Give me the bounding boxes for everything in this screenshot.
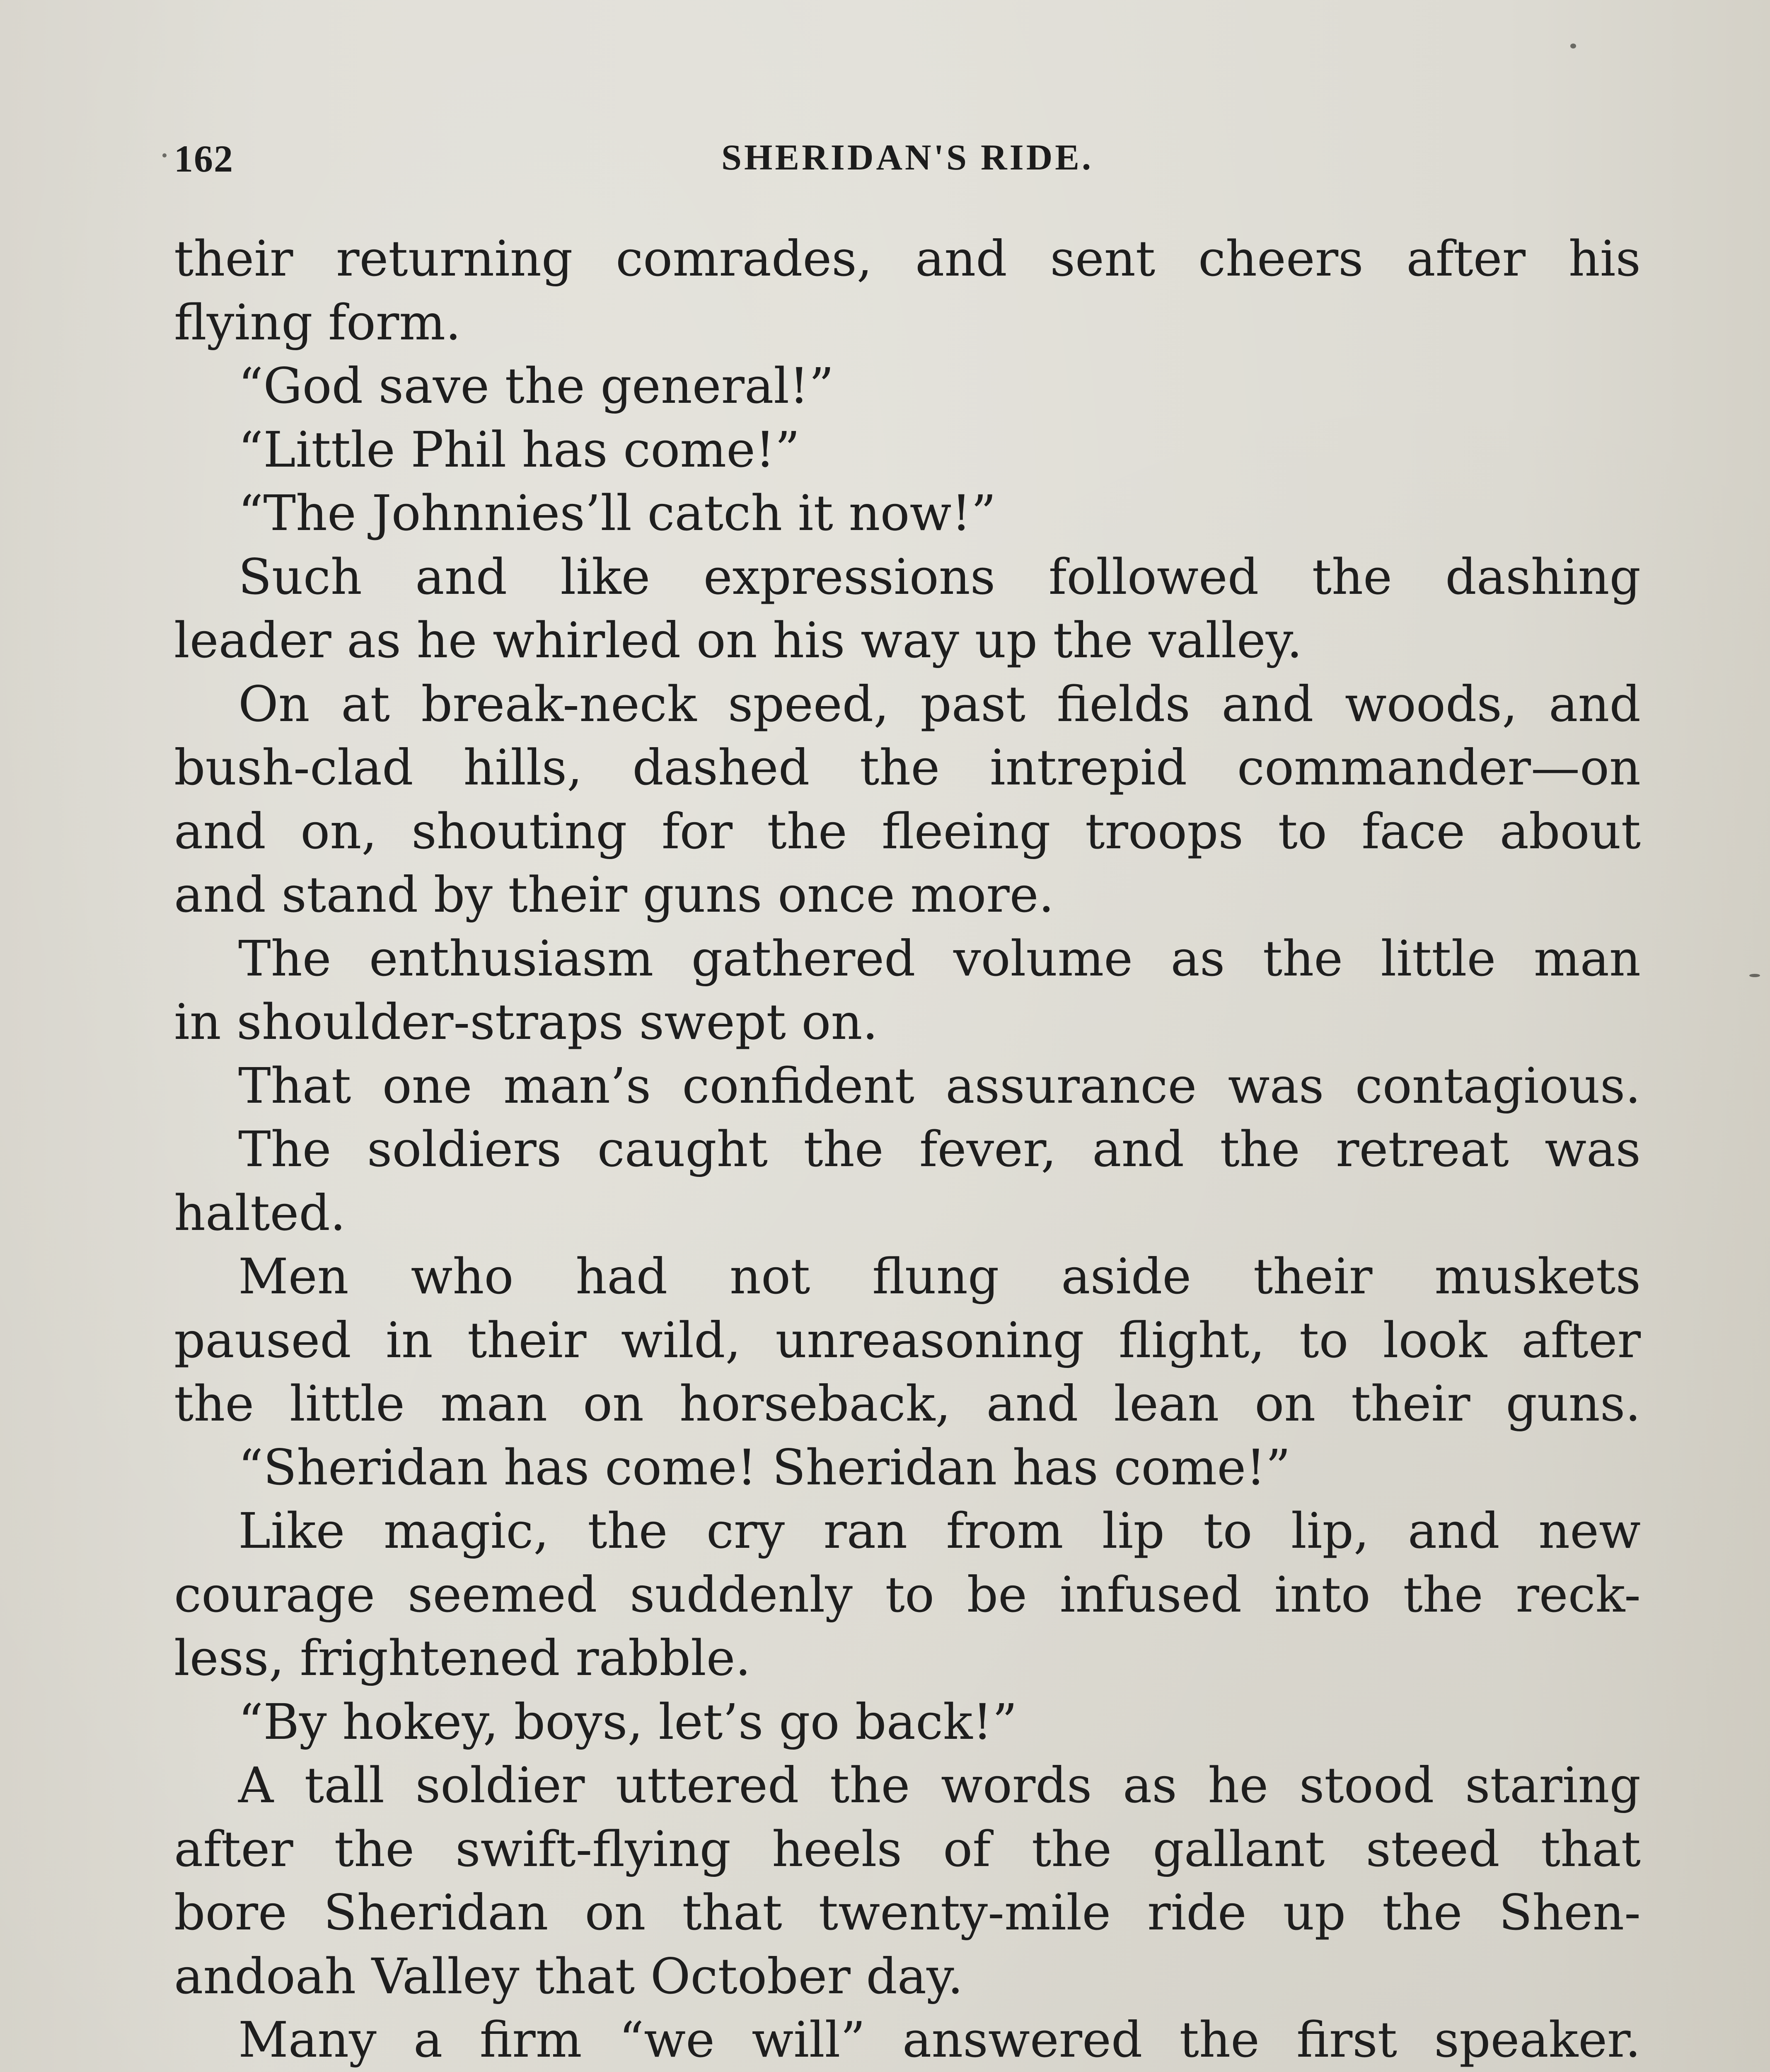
page-header <box>174 137 1641 186</box>
text-line: bush-clad hills, dashed the intrepid commander—on <box>174 739 1641 796</box>
text-line: less, frightened rabble. <box>174 1629 751 1687</box>
text-line: paused in their wild, unreasoning flight, to look after <box>174 1311 1641 1369</box>
text-line: Many a firm “we will” answered the first speaker. <box>238 2011 1641 2068</box>
text-line: andoah Valley that October day. <box>174 1947 963 2005</box>
text-line: bore Sheridan on that twenty-mile ride up the Shen- <box>174 1884 1641 1941</box>
text-line: and on, shouting for the fleeing troops to face about <box>174 802 1641 860</box>
text-line: leader as he whirled on his way up the valley. <box>174 612 1303 669</box>
body-text <box>174 227 1641 2072</box>
text-line: courage seemed suddenly to be infused into the reck- <box>174 1566 1641 1623</box>
running-title: SHERIDAN'S RIDE. <box>721 138 1093 178</box>
text-line: That one man’s confident assurance was contagious. <box>238 1057 1641 1114</box>
text-line: A tall soldier uttered the words as he stood staring <box>238 1757 1641 1814</box>
text-line: flying form. <box>174 293 461 351</box>
paper-speck <box>162 153 167 157</box>
text-line: On at break-neck speed, past fields and woods, and <box>238 675 1641 733</box>
text-line: after the swift-flying heels of the gallant steed that <box>174 1820 1641 1878</box>
text-line: halted. <box>174 1184 346 1242</box>
page-number: 162 <box>174 138 234 180</box>
text-line: Men who had not flung aside their muskets <box>238 1248 1641 1305</box>
text-line: their returning comrades, and sent cheers after his <box>174 230 1641 287</box>
text-line: Such and like expressions followed the dashing <box>238 548 1641 605</box>
text-line: in shoulder-straps swept on. <box>174 993 878 1051</box>
text-line: The soldiers caught the fever, and the retreat was <box>238 1121 1641 1178</box>
text-line: “Sheridan has come! Sheridan has come!” <box>238 1438 1291 1496</box>
text-line: “God save the general!” <box>238 357 834 414</box>
paper-speck <box>1749 974 1760 977</box>
text-line: and stand by their guns once more. <box>174 866 1054 923</box>
text-line: “The Johnnies’ll catch it now!” <box>238 484 996 542</box>
text-line: “By hokey, boys, let’s go back!” <box>238 1693 1018 1750</box>
text-line: the little man on horseback, and lean on their guns. <box>174 1375 1641 1432</box>
text-line: Like magic, the cry ran from lip to lip, and new <box>238 1502 1641 1559</box>
text-line: The enthusiasm gathered volume as the little man <box>238 929 1641 987</box>
text-line: “Little Phil has come!” <box>238 421 800 478</box>
paper-speck <box>1570 44 1576 48</box>
